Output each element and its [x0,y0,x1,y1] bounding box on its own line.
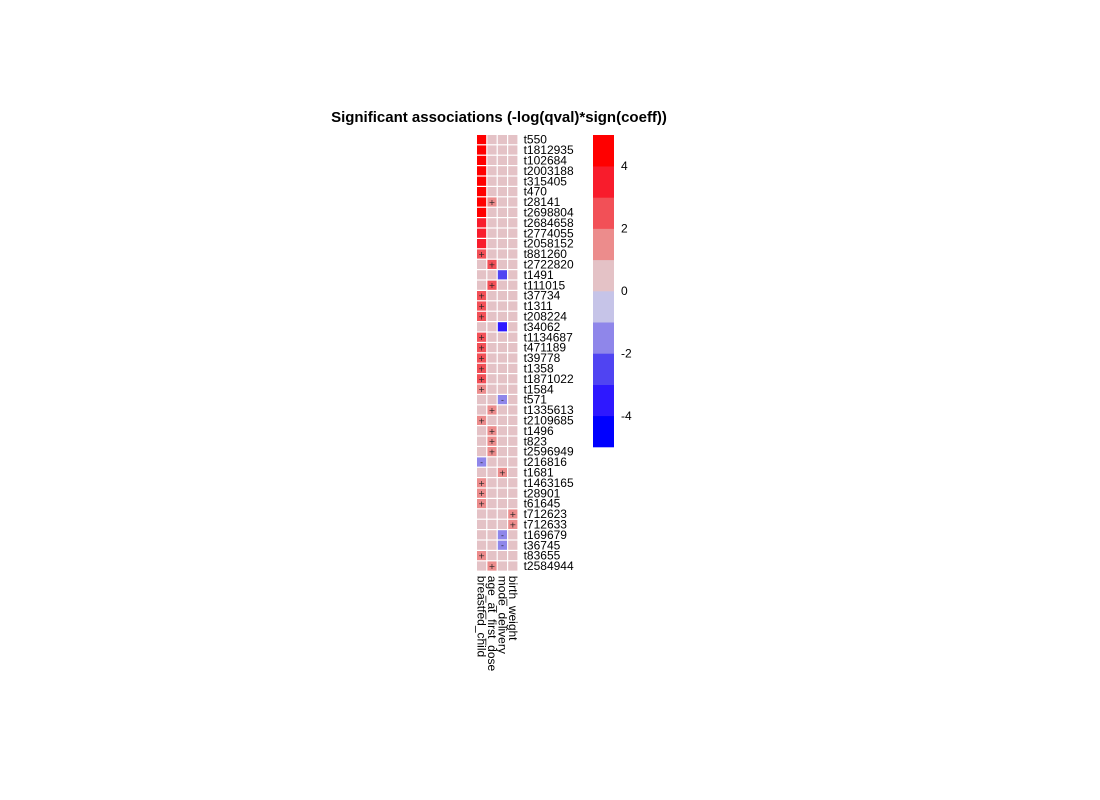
cell-sign-label: + [478,364,485,374]
row-label: t2722820 [523,257,574,272]
cell-sign-label: + [488,260,496,270]
heatmap-cell [487,499,496,508]
cell-sign-label: + [488,198,496,207]
heatmap-cell [498,489,507,498]
heatmap-cell [498,364,507,373]
heatmap-cell [487,249,496,258]
heatmap-cell [498,135,507,144]
heatmap-cell [477,187,486,196]
legend-color-band [593,353,614,385]
heatmap-cell [498,437,507,446]
cell-sign-label: + [478,250,485,259]
chart-title: Significant associations (-log(qval)*sign(coeff)) [331,109,667,126]
heatmap-cell [498,270,507,279]
heatmap-cell [498,343,507,352]
heatmap-cell [498,561,507,570]
row-label: t1358 [523,361,554,376]
heatmap-cell [487,385,496,394]
heatmap-cell [487,229,496,238]
heatmap-cell [498,499,507,508]
cell-sign-label: + [478,354,485,363]
heatmap-cell [498,301,507,310]
cell-sign-label: + [478,343,485,353]
heatmap-cell [508,343,517,352]
heatmap-cell [487,177,496,186]
row-label: t2058152 [523,236,574,251]
row-label: t37734 [523,288,561,303]
heatmap-cell [487,218,496,227]
legend-color-band [593,260,614,292]
heatmap-cell [477,468,486,477]
row-label: t1812935 [523,143,574,158]
heatmap-cell [477,166,486,175]
heatmap-cell [498,374,507,383]
row-label: t83655 [523,548,561,563]
row-label: t881260 [523,247,567,262]
heatmap-cell [508,197,517,206]
cell-sign-label: + [478,416,485,426]
heatmap-cell [487,322,496,331]
heatmap-cell [477,426,486,435]
row-label: t1463165 [523,475,574,490]
heatmap-cell [498,405,507,414]
heatmap-cell [498,156,507,165]
heatmap-cell [508,333,517,342]
heatmap-cell [508,530,517,539]
heatmap-cell [508,374,517,383]
heatmap-cell [477,197,486,206]
heatmap-cell [508,260,517,269]
cell-sign-label: + [488,447,496,457]
heatmap-cell [498,426,507,435]
row-label: t823 [523,434,547,449]
row-label: t571 [523,392,547,407]
heatmap-cell [508,353,517,362]
heatmap-cell [508,270,517,279]
heatmap-cell [508,457,517,466]
heatmap-cell [498,551,507,560]
row-label: t1681 [523,465,554,480]
cell-sign-label: + [488,562,496,571]
cell-sign-label: + [478,478,485,488]
heatmap-cell [477,530,486,539]
heatmap-cell [498,260,507,269]
heatmap-cell [508,249,517,258]
row-label: t36745 [523,538,561,553]
row-label: t471189 [523,340,567,355]
row-label: t61645 [523,496,561,511]
heatmap-cell [508,187,517,196]
cell-sign-label: - [480,458,484,467]
column-label: mode_delivery [495,575,510,654]
cell-sign-label: + [509,510,517,519]
heatmap-cell [487,530,496,539]
row-label: t1491 [523,267,554,282]
row-label: t28141 [523,195,561,210]
heatmap-cell [508,395,517,404]
legend-color-band [593,197,614,229]
heatmap-cell [487,541,496,550]
heatmap-cell [487,509,496,518]
legend-tick-label: -2 [621,346,632,361]
cell-sign-label: + [478,385,485,395]
cell-sign-label: + [478,489,485,499]
row-labels [524,133,574,573]
heatmap-cell [487,478,496,487]
row-label: t216816 [523,455,567,470]
heatmap-cell [487,343,496,352]
heatmap-cell [498,312,507,321]
cell-sign-label: - [500,395,504,405]
legend-tick-label: -4 [621,408,632,423]
heatmap-cell [508,416,517,425]
row-label: t2109685 [523,413,574,428]
column-label: birth_weight [505,575,520,641]
heatmap-cell [498,520,507,529]
row-label: t2584944 [523,559,574,574]
row-label: t315405 [523,174,567,189]
heatmap-cell [508,218,517,227]
cell-sign-label: - [500,541,504,551]
cell-sign-label: + [488,437,496,447]
heatmap-cell [498,239,507,248]
row-label: t1311 [523,299,553,314]
heatmap-cell [508,489,517,498]
heatmap-cell [498,509,507,518]
column-label: breastfed_child [474,575,489,658]
heatmap-cell [498,177,507,186]
heatmap-cell [477,135,486,144]
heatmap-cell [487,551,496,560]
heatmap-cell [508,166,517,175]
heatmap-cell [487,135,496,144]
heatmap-cell [487,291,496,300]
row-label: t102684 [523,153,567,168]
heatmap-cell [498,208,507,217]
row-label: t550 [523,132,547,147]
row-label: t2003188 [523,163,574,178]
heatmap-cell [477,239,486,248]
legend-tick-label: 2 [621,221,628,236]
heatmap-cell [508,301,517,310]
cell-sign-label: + [488,281,496,291]
cell-sign-label: + [488,426,496,436]
heatmap-cell [477,177,486,186]
heatmap-cell [498,249,507,258]
legend-color-band [593,385,614,417]
heatmap-cell [487,270,496,279]
heatmap-cell [487,489,496,498]
legend-color-band [593,291,614,323]
heatmap-cell [508,468,517,477]
heatmap-cell [487,145,496,154]
heatmap-cell [487,301,496,310]
heatmap-cell [477,541,486,550]
heatmap-cell [508,322,517,331]
cell-sign-label: + [478,291,485,301]
legend-color-band [593,135,614,167]
heatmap-cell [477,520,486,529]
heatmap-cell [508,447,517,456]
heatmap-cell [508,364,517,373]
row-label: t1871022 [523,371,574,386]
row-label: t28901 [523,486,561,501]
row-label: t712623 [523,507,567,522]
heatmap-cell [498,416,507,425]
row-label: t470 [523,184,547,199]
heatmap-cell [508,426,517,435]
legend-tick-label: 4 [621,159,628,174]
heatmap-cell [508,437,517,446]
cell-sign-label: - [500,530,504,540]
row-label: t1584 [523,382,554,397]
heatmap-cells [477,135,517,571]
legend-tick-label: 0 [621,284,628,298]
cell-sign-label: + [478,312,485,322]
heatmap-cell [508,281,517,290]
heatmap-cell [508,385,517,394]
row-label: t34062 [523,319,561,334]
heatmap-cell [487,166,496,175]
row-label: t2774055 [523,226,574,241]
cell-sign-label: + [488,406,496,415]
heatmap-cell [508,177,517,186]
color-legend [593,135,632,447]
heatmap-cell [477,208,486,217]
legend-color-band [593,322,614,354]
row-label: t2698804 [523,205,574,220]
heatmap-cell [477,156,486,165]
heatmap-cell [487,395,496,404]
heatmap-cell [487,416,496,425]
heatmap-cell [487,239,496,248]
row-label: t39778 [523,351,561,366]
heatmap-cell [498,385,507,394]
heatmap-cell [498,322,507,331]
row-label: t1134687 [523,330,573,345]
heatmap-cell [477,281,486,290]
cell-sign-label: + [509,520,517,530]
heatmap-cell [508,291,517,300]
heatmap-cell [498,478,507,487]
heatmap-cell [477,145,486,154]
heatmap-cell [487,374,496,383]
heatmap-cell [498,229,507,238]
heatmap-cell [508,478,517,487]
heatmap-cell [487,187,496,196]
row-label: t712633 [523,517,567,532]
row-label: t2596949 [523,444,574,459]
heatmap-cell [498,457,507,466]
heatmap-cell [477,229,486,238]
legend-color-band [593,166,614,198]
heatmap-cell [498,197,507,206]
heatmap-cell [477,561,486,570]
heatmap-cell [487,353,496,362]
heatmap-cell [508,312,517,321]
heatmap-cell [508,551,517,560]
row-label: t208224 [523,309,567,324]
heatmap-cell [487,208,496,217]
heatmap-cell [508,156,517,165]
column-labels [475,576,520,672]
cell-sign-label: + [478,499,485,509]
heatmap-cell [508,541,517,550]
row-label: t1335613 [523,403,574,418]
row-label: t1496 [523,423,554,438]
cell-sign-label: + [478,551,485,561]
heatmap-cell [498,145,507,154]
heatmap-cell [487,520,496,529]
heatmap-cell [477,405,486,414]
cell-sign-label: + [478,333,485,343]
heatmap-cell [487,364,496,373]
heatmap-cell [477,218,486,227]
heatmap-cell [508,499,517,508]
heatmap-cell [487,312,496,321]
heatmap-cell [498,281,507,290]
heatmap-cell [498,333,507,342]
heatmap-cell [477,270,486,279]
heatmap-cell [498,187,507,196]
heatmap-cell [477,395,486,404]
heatmap-cell [508,208,517,217]
heatmap-cell [487,457,496,466]
row-label: t111015 [523,278,566,293]
heatmap-cell [477,447,486,456]
legend-color-band [593,229,614,261]
heatmap-cell [487,333,496,342]
heatmap-cell [508,561,517,570]
heatmap-cell [498,353,507,362]
heatmap-cell [508,405,517,414]
heatmap-cell [477,437,486,446]
heatmap-cell [498,218,507,227]
heatmap-cell [508,135,517,144]
heatmap-cell [498,166,507,175]
column-label: age_at_first_dose [485,575,499,672]
legend-color-band [593,416,614,448]
heatmap-cell [477,509,486,518]
row-label: t169679 [523,527,567,542]
heatmap-cell [477,322,486,331]
cell-sign-label: + [478,374,485,384]
heatmap-cell [498,447,507,456]
row-label: t2684658 [523,215,574,230]
heatmap-cell [498,291,507,300]
heatmap-cell [487,156,496,165]
heatmap-cell [508,145,517,154]
heatmap-cell [508,229,517,238]
cell-sign-label: + [478,302,485,311]
cell-sign-label: + [499,468,506,478]
heatmap-cell [508,239,517,248]
heatmap-cell [487,468,496,477]
heatmap-cell [477,260,486,269]
